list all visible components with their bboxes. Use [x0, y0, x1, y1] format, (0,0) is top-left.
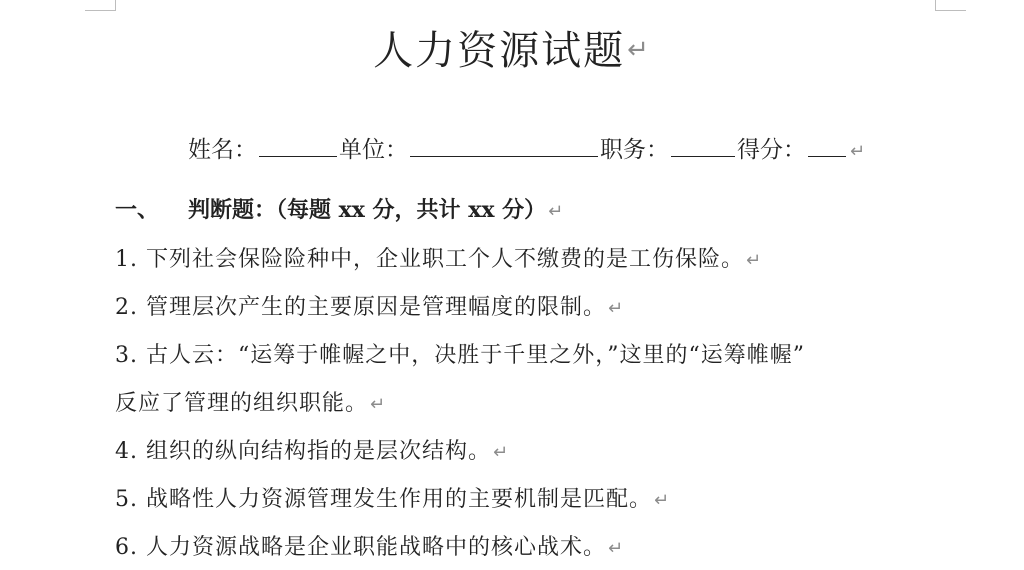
candidate-info-line[interactable]: [188, 128, 865, 172]
question-text: 2. 管理层次产生的主要原因是管理幅度的限制。: [115, 295, 606, 320]
question-line[interactable]: [115, 480, 670, 521]
question-line[interactable]: [115, 528, 624, 569]
paragraph-mark-icon: ↵: [370, 394, 387, 415]
section-number: 一、: [115, 197, 160, 223]
question-line[interactable]: [115, 336, 805, 376]
document-title[interactable]: [0, 20, 1024, 81]
score-label: 得分：: [737, 137, 806, 163]
paragraph-mark-icon: ↵: [548, 201, 564, 222]
page-corner-mark-left: [85, 0, 116, 11]
title-text: 人力资源试题: [373, 28, 626, 74]
page-corner-mark-right: [935, 0, 966, 11]
paragraph-mark-icon: ↵: [850, 141, 866, 162]
position-blank[interactable]: [671, 128, 735, 157]
paragraph-mark-icon: ↵: [608, 298, 625, 319]
paragraph-mark-icon: ↵: [608, 538, 625, 559]
question-line[interactable]: [115, 288, 624, 329]
unit-label: 单位：: [339, 137, 408, 163]
question-text: 反应了管理的组织职能。: [115, 391, 369, 416]
question-text: 1. 下列社会保险险种中，企业职工个人不缴费的是工伤保险。: [115, 247, 744, 272]
section-title: 判断题：（每题 xx 分，共计 xx 分）: [188, 197, 547, 223]
paragraph-mark-icon: ↵: [746, 250, 763, 271]
paragraph-mark-icon: ↵: [627, 35, 651, 65]
question-text: 5. 战略性人力资源管理发生作用的主要机制是匹配。: [115, 487, 652, 512]
section-heading[interactable]: [115, 190, 563, 232]
question-text: 6. 人力资源战略是企业职能战略中的核心战术。: [115, 535, 606, 560]
question-text: 4. 组织的纵向结构指的是层次结构。: [115, 439, 491, 464]
name-label: 姓名：: [188, 137, 257, 163]
position-label: 职务：: [600, 137, 669, 163]
question-line[interactable]: [115, 432, 509, 473]
name-blank[interactable]: [259, 128, 337, 157]
unit-blank[interactable]: [410, 128, 598, 157]
score-blank[interactable]: [808, 128, 846, 157]
question-line[interactable]: [115, 240, 762, 281]
question-text: 3. 古人云：“运筹于帷幄之中，决胜于千里之外，”这里的“运筹帷幄”: [115, 343, 805, 368]
question-line-continuation[interactable]: [115, 384, 386, 425]
paragraph-mark-icon: ↵: [493, 442, 510, 463]
paragraph-mark-icon: ↵: [654, 490, 671, 511]
